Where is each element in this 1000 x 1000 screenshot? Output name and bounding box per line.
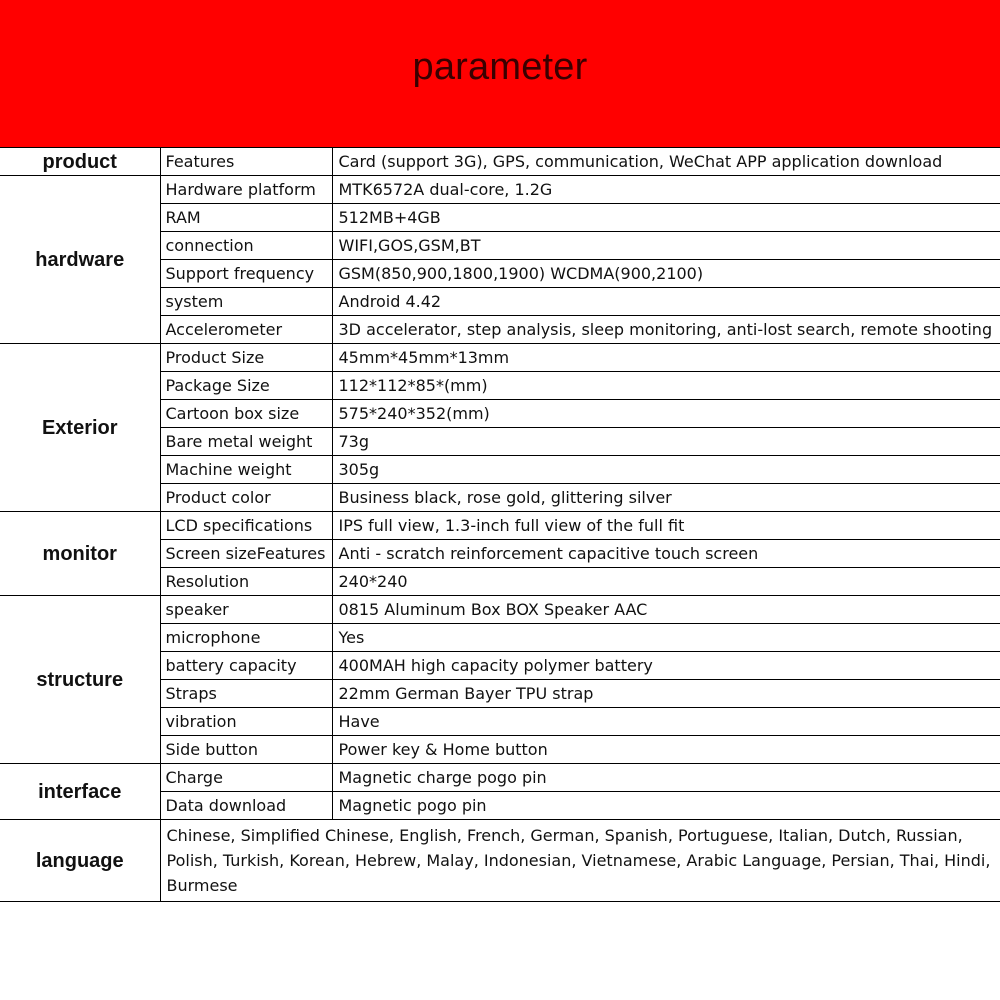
spec-label: Hardware platform: [160, 176, 332, 204]
spec-value: WIFI,GOS,GSM,BT: [332, 232, 1000, 260]
spec-value: IPS full view, 1.3-inch full view of the full fit: [332, 512, 1000, 540]
spec-value: GSM(850,900,1800,1900) WCDMA(900,2100): [332, 260, 1000, 288]
table-row: [0, 596, 1000, 624]
category-cell: interface: [0, 764, 160, 820]
spec-label: Straps: [160, 680, 332, 708]
spec-label: Features: [160, 148, 332, 176]
banner: [0, 0, 1000, 147]
spec-value: 112*112*85*(mm): [332, 372, 1000, 400]
table-row: [0, 176, 1000, 204]
spec-label: Package Size: [160, 372, 332, 400]
spec-value: 400MAH high capacity polymer battery: [332, 652, 1000, 680]
spec-label: Accelerometer: [160, 316, 332, 344]
table-row: [0, 820, 1000, 902]
spec-label: Bare metal weight: [160, 428, 332, 456]
spec-label: Charge: [160, 764, 332, 792]
table-row: [0, 344, 1000, 372]
category-cell: monitor: [0, 512, 160, 596]
spec-label: battery capacity: [160, 652, 332, 680]
spec-value: MTK6572A dual-core, 1.2G: [332, 176, 1000, 204]
language-list: Chinese, Simplified Chinese, English, French, German, Spanish, Portuguese, Italian, Dutch, Russian, Polish, Turkish, Korean, Hebrew, Malay, Indonesian, Vietnamese, Arabic Language, Persian, Thai, Hindi, Burmese: [160, 820, 1000, 902]
spec-value: Yes: [332, 624, 1000, 652]
spec-label: Side button: [160, 736, 332, 764]
spec-value: Business black, rose gold, glittering silver: [332, 484, 1000, 512]
spec-value: Power key & Home button: [332, 736, 1000, 764]
spec-value: Android 4.42: [332, 288, 1000, 316]
spec-label: Product Size: [160, 344, 332, 372]
category-cell: structure: [0, 596, 160, 764]
spec-label: RAM: [160, 204, 332, 232]
spec-value: 240*240: [332, 568, 1000, 596]
spec-value: Magnetic pogo pin: [332, 792, 1000, 820]
spec-label: Cartoon box size: [160, 400, 332, 428]
spec-value: Anti - scratch reinforcement capacitive touch screen: [332, 540, 1000, 568]
spec-label: Machine weight: [160, 456, 332, 484]
category-cell: Exterior: [0, 344, 160, 512]
spec-label: connection: [160, 232, 332, 260]
spec-value: Magnetic charge pogo pin: [332, 764, 1000, 792]
spec-label: speaker: [160, 596, 332, 624]
spec-value: 575*240*352(mm): [332, 400, 1000, 428]
spec-label: Resolution: [160, 568, 332, 596]
spec-label: vibration: [160, 708, 332, 736]
spec-label: Support frequency: [160, 260, 332, 288]
spec-value: 73g: [332, 428, 1000, 456]
spec-table: [0, 147, 1000, 902]
category-cell: product: [0, 148, 160, 176]
category-cell: language: [0, 820, 160, 902]
page-title: parameter: [412, 46, 588, 88]
spec-value: 45mm*45mm*13mm: [332, 344, 1000, 372]
spec-value: 3D accelerator, step analysis, sleep monitoring, anti-lost search, remote shooting: [332, 316, 1000, 344]
spec-label: LCD specifications: [160, 512, 332, 540]
table-row: [0, 512, 1000, 540]
spec-label: Screen sizeFeatures: [160, 540, 332, 568]
spec-value: 0815 Aluminum Box BOX Speaker AAC: [332, 596, 1000, 624]
spec-label: microphone: [160, 624, 332, 652]
spec-label: Data download: [160, 792, 332, 820]
spec-value: Card (support 3G), GPS, communication, WeChat APP application download: [332, 148, 1000, 176]
category-cell: hardware: [0, 176, 160, 344]
spec-label: Product color: [160, 484, 332, 512]
table-row: [0, 764, 1000, 792]
spec-value: 305g: [332, 456, 1000, 484]
spec-value: Have: [332, 708, 1000, 736]
table-row: [0, 148, 1000, 176]
spec-value: 22mm German Bayer TPU strap: [332, 680, 1000, 708]
spec-value: 512MB+4GB: [332, 204, 1000, 232]
spec-label: system: [160, 288, 332, 316]
